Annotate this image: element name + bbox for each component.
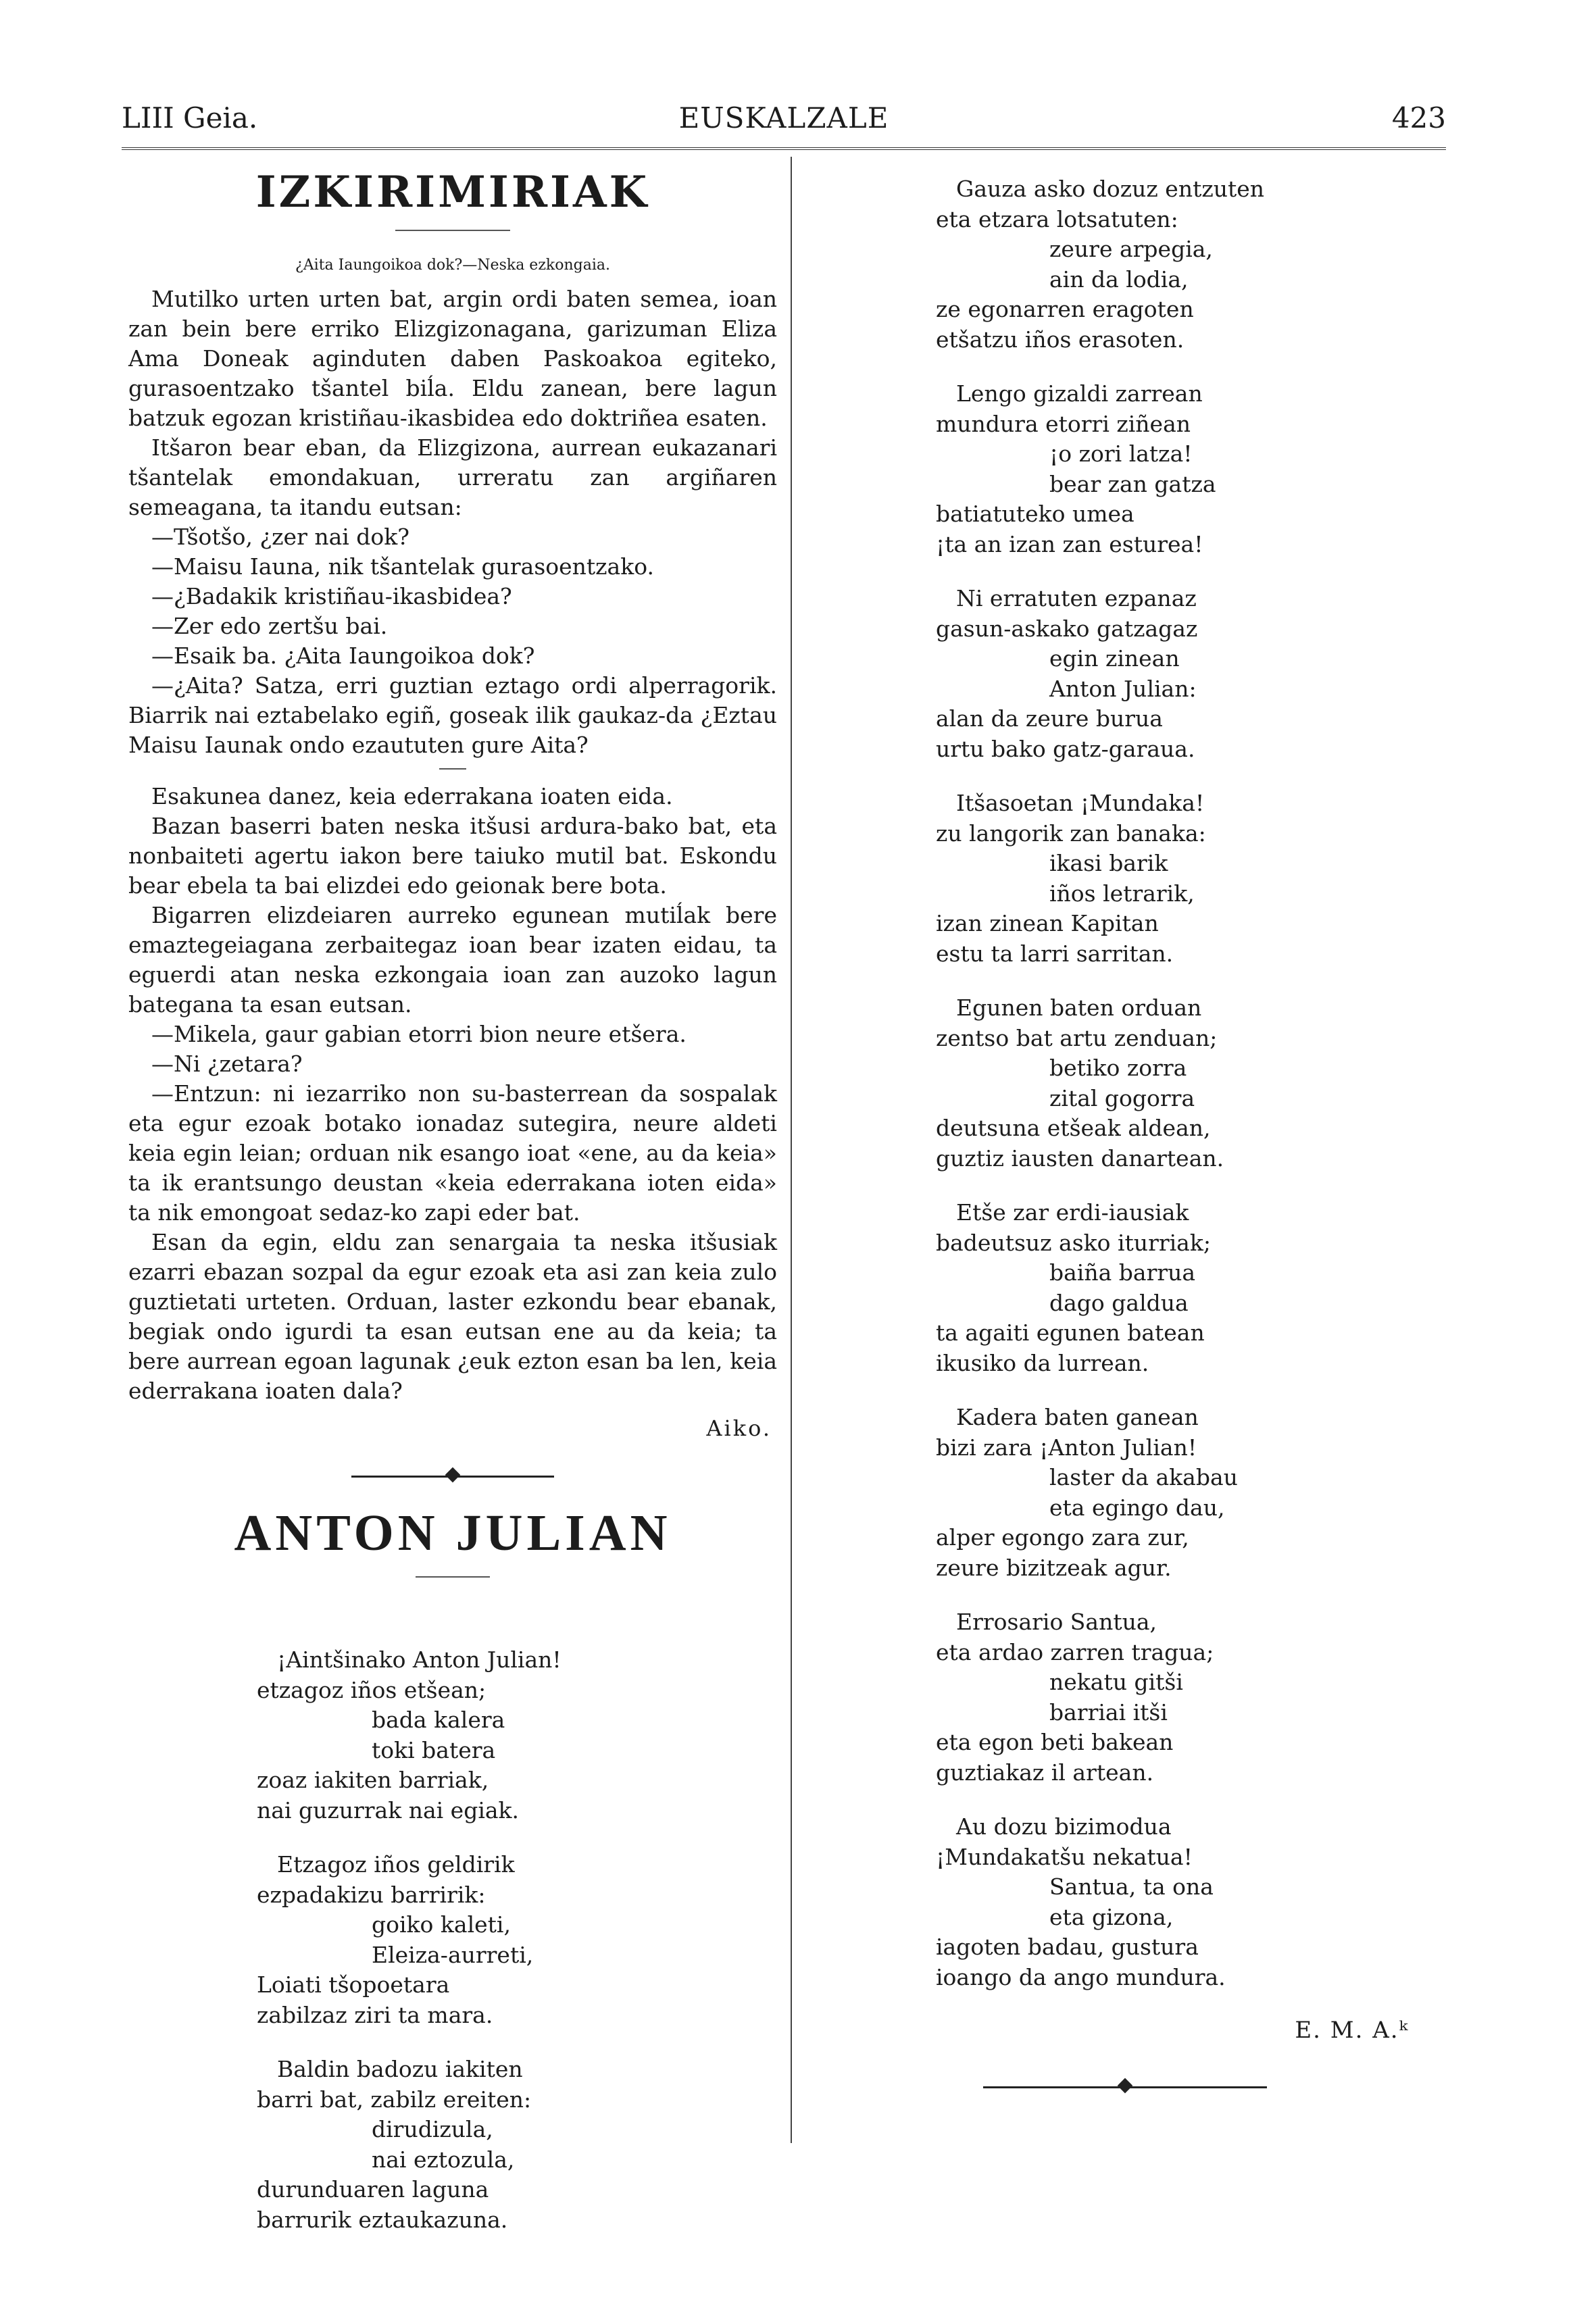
poem-line: Au dozu bizimodua bbox=[956, 1813, 1172, 1840]
dialogue-line: —¿Aita? Satza, erri guztian eztago ordi alperragorik. Biarrik nai eztabelako egiñ, goseak ilik gaukaz-da ¿Eztau Maisu Iaunak ondo ezaututen gure Aita? bbox=[128, 672, 777, 759]
poem-stanza bbox=[936, 993, 1422, 1174]
poem-line: Ni erratuten ezpanaz bbox=[956, 585, 1197, 611]
poem-line: zoaz iakiten barriak, bbox=[257, 1767, 489, 1794]
poem-line: eta etzara lotsatuten: bbox=[936, 205, 1178, 232]
poem-line: Gauza asko dozuz entzuten bbox=[956, 176, 1265, 202]
poem-line: nekatu gitši bbox=[1049, 1669, 1183, 1695]
poem-line: ¡o zori latza! bbox=[1049, 441, 1193, 467]
poem-line: bear zan gatza bbox=[1049, 470, 1216, 497]
poem-line: guztiakaz il artean. bbox=[936, 1759, 1154, 1786]
author-signature-ema: E. M. A.ᵏ bbox=[1295, 2017, 1409, 2044]
poem-line: zital gogorra bbox=[1049, 1084, 1195, 1111]
poem-line: Eleiza-aurreti, bbox=[372, 1941, 534, 1968]
poem-line: gasun-askako gatzagaz bbox=[936, 615, 1198, 642]
ornament-divider bbox=[983, 2079, 1267, 2095]
poem-line: urtu bako gatz-garaua. bbox=[936, 735, 1195, 762]
dialogue-line: —Esaik ba. ¿Aita Iaungoikoa dok? bbox=[151, 643, 535, 670]
poem-line: iños letrarik, bbox=[1049, 880, 1195, 907]
poem-line: batiatuteko umea bbox=[936, 501, 1134, 527]
poem-line: baiña barrua bbox=[1049, 1259, 1196, 1286]
poem-line: barri bat, zabilz ereiten: bbox=[257, 2086, 532, 2113]
poem-line: guztiz iausten danartean. bbox=[936, 1145, 1224, 1172]
poem-line: barrurik eztaukazuna. bbox=[257, 2206, 508, 2233]
left-column bbox=[128, 169, 777, 2259]
poem-line: ta agaiti egunen batean bbox=[936, 1319, 1205, 1346]
poem-line: ikusiko da lurrean. bbox=[936, 1349, 1149, 1376]
poem-stanza bbox=[257, 2055, 777, 2235]
poem-line: nai eztozula, bbox=[372, 2146, 515, 2173]
poem-line: eta egon beti bakean bbox=[936, 1729, 1174, 1755]
poem-line: eta gizona, bbox=[1049, 1903, 1174, 1930]
poem-line: izan zinean Kapitan bbox=[936, 910, 1159, 936]
paragraph: Itšaron bear eban, da Elizgizona, aurrean eukazanari tšantelak emondakuan, urreratu zan argiñaren semeagana, ta itandu eutsan: bbox=[128, 434, 777, 521]
poem-line: zeure bizitzeak agur. bbox=[936, 1554, 1172, 1581]
poem-line: zu langorik zan banaka: bbox=[936, 820, 1206, 847]
paragraph: Mutilko urten urten bat, argin ordi baten semea, ioan zan bein bere erriko Elizgizonagana, garizuman Eliza Ama Doneak aginduten daben Paskoakoa egiteko, gurasoentzako tšantel biĺa. Eldu zanean, bere lagun batzuk egozan kristiñau-ikasbidea edo doktriñea esaten. bbox=[128, 286, 777, 432]
poem-line: Loiati tšopoetara bbox=[257, 1971, 450, 1998]
poem-line: alper egongo zara zur, bbox=[936, 1524, 1189, 1551]
dialogue-line: —Tšotšo, ¿zer nai dok? bbox=[151, 524, 409, 551]
poem-line: Lengo gizaldi zarrean bbox=[956, 380, 1203, 407]
poem-stanza bbox=[257, 1850, 777, 2030]
poem-line: etzagoz iños etšean; bbox=[257, 1676, 487, 1703]
poem-left-stanzas bbox=[128, 1645, 777, 2235]
poem-line: eta ardao zarren tragua; bbox=[936, 1638, 1214, 1665]
poem-line: alan da zeure burua bbox=[936, 705, 1163, 732]
section-separator bbox=[439, 768, 466, 770]
poem-line: iagoten badau, gustura bbox=[936, 1934, 1199, 1960]
poem-line: dago galdua bbox=[1049, 1289, 1189, 1316]
poem-line: toki batera bbox=[372, 1736, 496, 1763]
poem-line: ain da lodia, bbox=[1049, 266, 1189, 293]
poem-line: Anton Julian: bbox=[1049, 675, 1197, 702]
dialogue-line: —Ni ¿zetara? bbox=[151, 1051, 303, 1078]
poem-line: bizi zara ¡Anton Julian! bbox=[936, 1434, 1197, 1461]
story-one bbox=[128, 284, 777, 760]
dialogue-line: —¿Badakik kristiñau-ikasbidea? bbox=[151, 583, 512, 610]
poem-stanza bbox=[936, 379, 1422, 559]
poem-stanza bbox=[257, 1645, 777, 1826]
poem-line: estu ta larri sarritan. bbox=[936, 940, 1174, 967]
poem-line: ze egonarren eragoten bbox=[936, 296, 1194, 322]
story-two bbox=[128, 782, 777, 1406]
poem-stanza bbox=[936, 584, 1422, 764]
poem-line: Baldin badozu iakiten bbox=[277, 2056, 523, 2083]
poem-line: Kadera baten ganean bbox=[956, 1404, 1199, 1430]
issue-number: LIII Geia. bbox=[122, 101, 258, 134]
paragraph: Esan da egin, eldu zan senargaia ta neska itšusiak ezarri ebazan sozpal da egur ezoak eta asi zan keia zulo guztietati urteten. Orduan, laster ezkondu bear ebanak, begiak ondo igurdi ta esan eutsan ene au da keia; ta bere aurrean egoan lagunak ¿euk ezton esan ba len, keia ederrakana ioaten dala? bbox=[128, 1229, 777, 1405]
poem-line: ezpadakizu barririk: bbox=[257, 1881, 486, 1908]
poem-stanza bbox=[936, 788, 1422, 969]
poem-line: badeutsuz asko iturriak; bbox=[936, 1229, 1211, 1256]
poem-line: goiko kaleti, bbox=[372, 1911, 511, 1938]
poem-right-stanzas bbox=[936, 174, 1422, 1992]
poem-line: barriai itši bbox=[1049, 1699, 1168, 1726]
paragraph: Bigarren elizdeiaren aurreko egunean mutiĺak bere emaztegeiagana zerbaitegaz ioan bear izaten eidau, ta eguerdi atan neska ezkongaia ioan zan auzoko lagun bategana ta esan eutsan. bbox=[128, 902, 777, 1018]
dialogue-line: —Entzun: ni iezarriko non su-basterrean da sospalak eta egur ezoak botako ionadaz sutegira, neure aldeti keia egin leian; orduan nik esango ioat «ene, au da keia» ta ik erantsungo deustan «keia ederrakana ioten eida» ta nik emongoat sedaz-ko zapi eder bat. bbox=[128, 1080, 777, 1226]
poem-line: eta egingo dau, bbox=[1049, 1494, 1225, 1521]
poem-line: durunduaren laguna bbox=[257, 2176, 489, 2203]
poem-line: Egunen baten orduan bbox=[956, 995, 1202, 1021]
poem-line: ¡Aintšinako Anton Julian! bbox=[277, 1646, 562, 1674]
poem-line: betiko zorra bbox=[1049, 1055, 1187, 1081]
poem-line: bada kalera bbox=[372, 1707, 505, 1734]
poem-line: Errosario Santua, bbox=[956, 1609, 1157, 1635]
poem-line: ¡Mundakatšu nekatua! bbox=[936, 1843, 1193, 1870]
dialogue-line: —Maisu Iauna, nik tšantelak gurasoentzako. bbox=[151, 553, 654, 580]
poem-line: dirudizula, bbox=[372, 2116, 493, 2143]
poem-line: Itšasoetan ¡Mundaka! bbox=[956, 790, 1205, 816]
column-divider bbox=[791, 157, 792, 2143]
paragraph: Esakunea danez, keia ederrakana ioaten eida. bbox=[151, 783, 673, 810]
poem-line: etšatzu iños erasoten. bbox=[936, 326, 1184, 353]
poem-line: zeure arpegia, bbox=[1049, 236, 1213, 262]
poem-stanza bbox=[936, 174, 1422, 355]
right-column bbox=[936, 174, 1422, 2095]
title-rule bbox=[395, 230, 510, 231]
journal-title: EUSKALZALE bbox=[678, 101, 889, 134]
poem-line: deutsuna etšeak aldean, bbox=[936, 1115, 1211, 1141]
ornament-divider bbox=[351, 1468, 554, 1484]
header-rule bbox=[122, 147, 1446, 150]
poem-stanza bbox=[936, 1198, 1422, 1378]
page-number: 423 bbox=[1391, 101, 1446, 134]
poem-line: laster da akabau bbox=[1049, 1464, 1238, 1490]
page-header bbox=[122, 101, 1446, 142]
poem-line: ¡ta an izan zan esturea! bbox=[936, 530, 1203, 557]
poem-line: ikasi barik bbox=[1049, 850, 1168, 876]
poem-stanza bbox=[936, 1812, 1422, 1992]
poem-line: Etzagoz iños geldirik bbox=[277, 1851, 515, 1878]
poem-line: nai guzurrak nai egiak. bbox=[257, 1796, 520, 1823]
poem-line: zabilzaz ziri ta mara. bbox=[257, 2001, 493, 2028]
title-rule bbox=[416, 1576, 490, 1578]
dialogue-line: —Mikela, gaur gabian etorri bion neure etšera. bbox=[151, 1021, 687, 1048]
dialogue-line: —Zer edo zertšu bai. bbox=[151, 613, 388, 640]
poem-line: egin zinean bbox=[1049, 645, 1180, 672]
article-subtitle: ¿Aita Iaungoikoa dok?—Neska ezkongaia. bbox=[295, 257, 611, 274]
poem-line: Santua, ta ona bbox=[1049, 1873, 1214, 1900]
author-signature-aiko: Aiko. bbox=[706, 1415, 772, 1442]
poem-stanza bbox=[936, 1607, 1422, 1788]
poem-line: Etše zar erdi-iausiak bbox=[956, 1199, 1189, 1226]
poem-line: ioango da ango mundura. bbox=[936, 1963, 1226, 1990]
poem-stanza bbox=[936, 1403, 1422, 1583]
article-title-anton-julian: ANTON JULIAN bbox=[234, 1505, 672, 1562]
article-title-izkirimiriak: IZKIRIMIRIAK bbox=[255, 167, 650, 218]
poem-line: mundura etorri ziñean bbox=[936, 410, 1191, 437]
paragraph: Bazan baserri baten neska itšusi ardura-bako bat, eta nonbaiteti agertu iakon bere taiuko mutil bat. Eskondu bear ebela ta bai elizdei edo geionak bere bota. bbox=[128, 813, 777, 899]
poem-line: zentso bat artu zenduan; bbox=[936, 1024, 1218, 1051]
